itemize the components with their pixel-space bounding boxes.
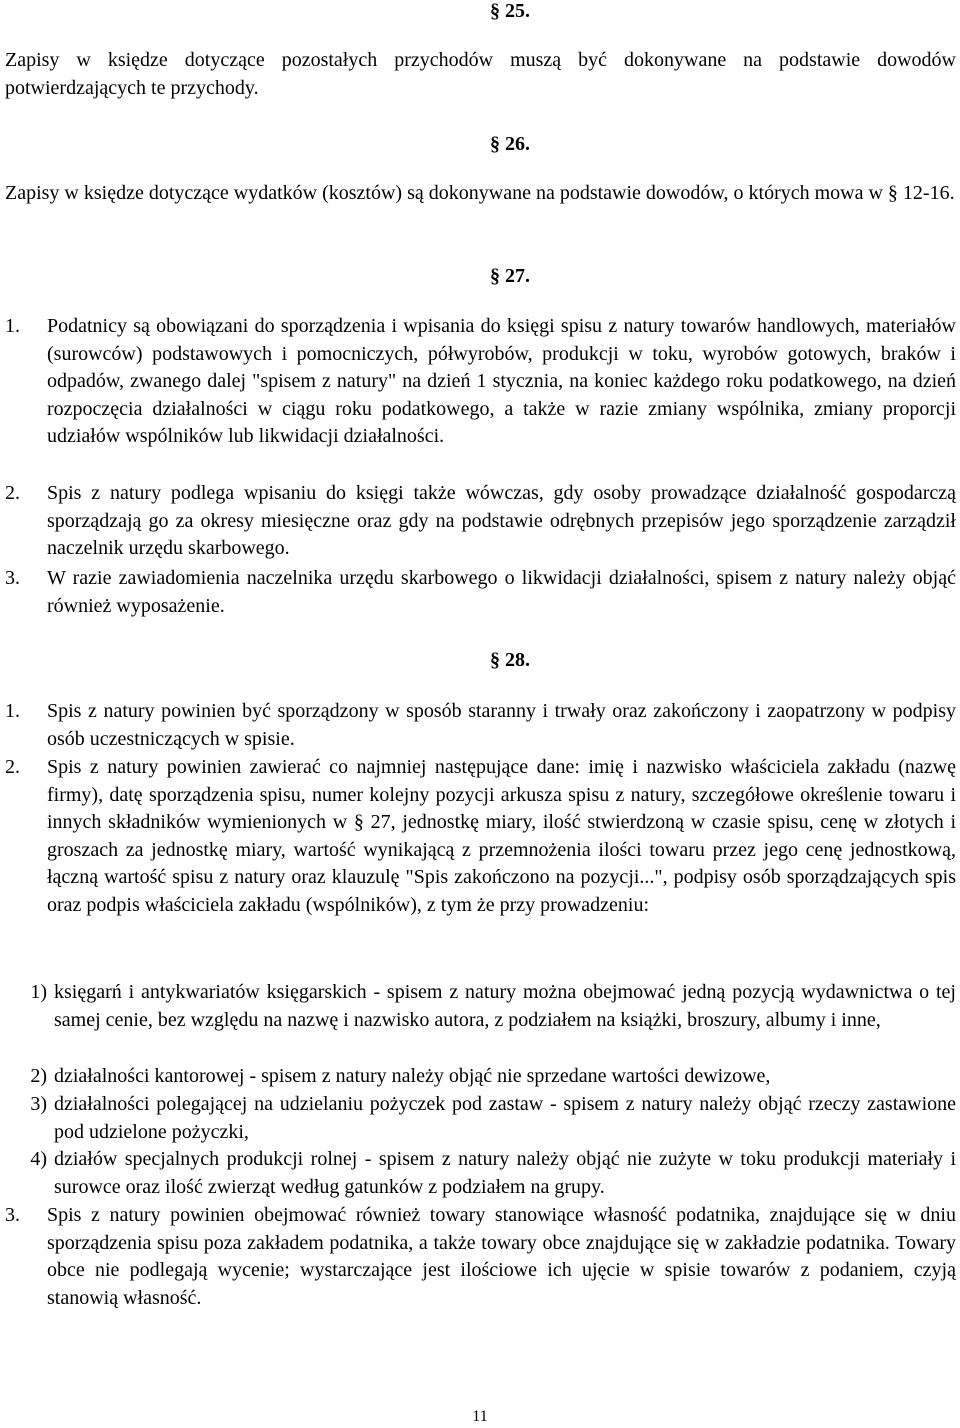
subitem-text: działalności polegającej na udzielaniu pożyczek pod zastaw - spisem z natury należy objąć rzeczy zastawione pod udzielone pożyczki,: [54, 1093, 956, 1143]
section-27-item-2: [5, 480, 956, 563]
section-27-item-3: [5, 565, 956, 620]
item-text: Spis z natury podlega wpisaniu do księgi także wówczas, gdy osoby prowadzące działalność gospodarczą sporządzają go za okresy miesięczne oraz gdy na podstawie odrębnych przepisów jego sporządzenie zarządził naczelnik urzędu skarbowego.: [47, 482, 956, 559]
subitem-number: 4): [30, 1148, 47, 1170]
section-28-item-2: [5, 754, 956, 919]
section-heading-26: § 26.: [490, 133, 530, 155]
item-text: Spis z natury powinien obejmować również towary stanowiące własność podatnika, znajdujące się w dniu sporządzenia spisu poza zakładem podatnika, a także towary obce znajdujące się w zakładzie podatnika. Towary obce nie podlegają wycenie; wystarczające jest ilościowe ich ujęcie w spisie towarów z podaniem, czyją stanowią własność.: [47, 1204, 956, 1309]
section-heading-25: § 25.: [490, 0, 530, 22]
subitem-text: księgarń i antykwariatów księgarskich - spisem z natury można obejmować jedną pozycją wydawnictwa o tej samej cenie, bez względu na nazwę i nazwisko autora, z podziałem na książki, broszury, albumy i inne,: [54, 981, 956, 1031]
section-25-text: Zapisy w księdze dotyczące pozostałych przychodów muszą być dokonywane na podstawie dowodów potwierdzających te przychody.: [5, 49, 956, 99]
item-text: Spis z natury powinien być sporządzony w sposób staranny i trwały oraz zakończony i zaopatrzony w podpisy osób uczestniczących w spisie.: [47, 700, 956, 750]
section-28-item-1: [5, 698, 956, 753]
item-number: 3.: [5, 1204, 20, 1226]
section-28-subitem-1: [5, 979, 956, 1034]
item-number: 2.: [5, 482, 20, 504]
subitem-text: działów specjalnych produkcji rolnej - spisem z natury należy objąć nie zużyte w toku produkcji materiały i surowce oraz ilość zwierząt według gatunków z podziałem na grupy.: [54, 1148, 956, 1198]
section-28-subitem-3: [5, 1091, 956, 1146]
page-number: 11: [472, 1408, 488, 1425]
subitem-text: działalności kantorowej - spisem z natury należy objąć nie sprzedane wartości dewizowe,: [54, 1065, 771, 1087]
subitem-number: 3): [30, 1093, 47, 1115]
section-28-item-3: [5, 1202, 956, 1312]
item-text: Spis z natury powinien zawierać co najmniej następujące dane: imię i nazwisko właściciela zakładu (nazwę firmy), datę sporządzenia spisu, numer kolejny pozycji arkusza spisu z natury, szczegółowe określenie towaru i innych składników wymienionych w § 27, jednostkę miary, ilość stwierdzoną w czasie spisu, cenę w złotych i groszach za jednostkę miary, wartość wynikającą z przemnożenia ilości towaru przez jego cenę jednostkową, łączną wartość spisu z natury oraz klauzulę "Spis zakończono na pozycji...", podpisy osób sporządzających spis oraz podpis właściciela zakładu (wspólników), z tym że przy prowadzeniu:: [47, 756, 956, 916]
item-number: 1.: [5, 315, 20, 337]
section-28-subitem-2: [5, 1063, 956, 1091]
item-number: 3.: [5, 567, 20, 589]
subitem-number: 1): [30, 981, 47, 1003]
section-heading-28: § 28.: [490, 649, 530, 671]
subitem-number: 2): [30, 1065, 47, 1087]
section-28-subitem-4: [5, 1146, 956, 1201]
section-heading-27: § 27.: [490, 265, 530, 287]
section-26-text: Zapisy w księdze dotyczące wydatków (kosztów) są dokonywane na podstawie dowodów, o których mowa w § 12-16.: [5, 182, 955, 204]
item-text: Podatnicy są obowiązani do sporządzenia i wpisania do księgi spisu z natury towarów handlowych, materiałów (surowców) podstawowych i pomocniczych, półwyrobów, produkcji w toku, wyrobów gotowych, braków i odpadów, zwanego dalej "spisem z natury" na dzień 1 stycznia, na koniec każdego roku podatkowego, na dzień rozpoczęcia działalności w ciągu roku podatkowego, a także w razie zmiany wspólnika, zmiany proporcji udziałów wspólników lub likwidacji działalności.: [47, 315, 956, 447]
section-27-item-1: [5, 313, 956, 451]
item-text: W razie zawiadomienia naczelnika urzędu skarbowego o likwidacji działalności, spisem z natury należy objąć również wyposażenie.: [47, 567, 956, 617]
item-number: 2.: [5, 756, 20, 778]
item-number: 1.: [5, 700, 20, 722]
